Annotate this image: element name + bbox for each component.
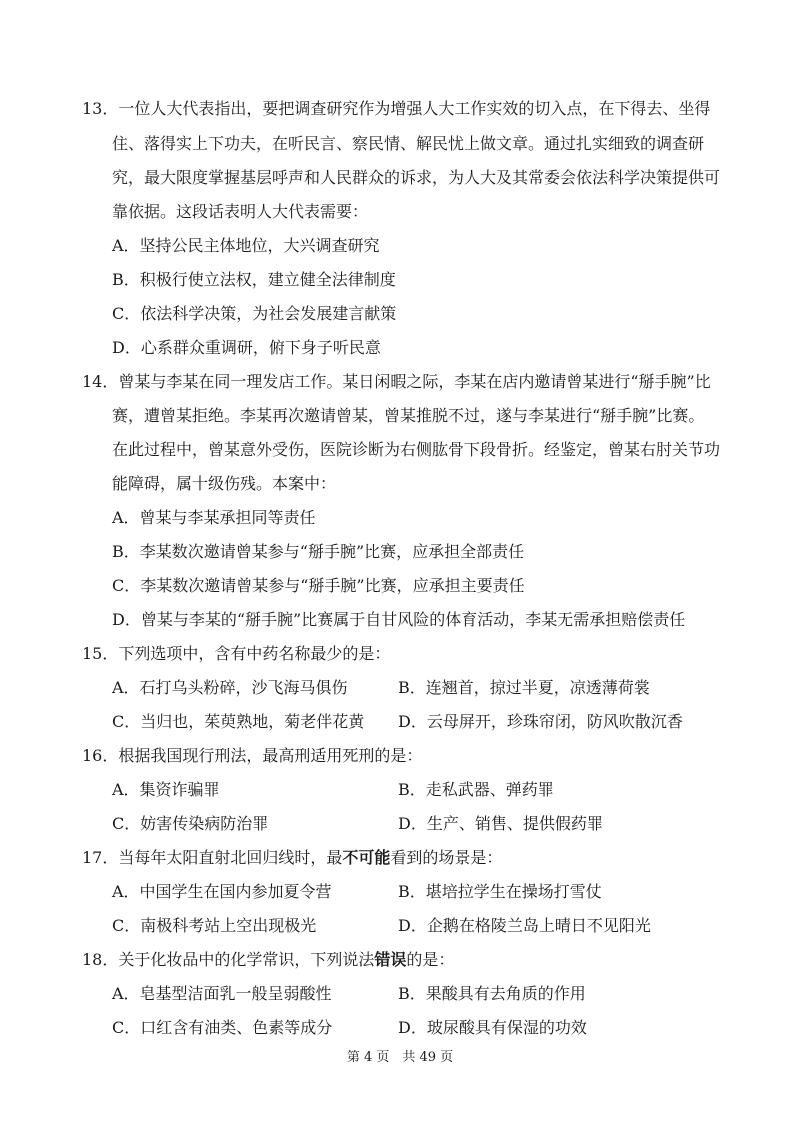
q16-number: 16．: [82, 746, 119, 765]
q14-stem-text: 曾某与李某在同一理发店工作。某日闲暇之际，李某在店内邀请曾某进行“掰手腕”比: [118, 372, 711, 391]
q18-stem-tail: 的是：: [406, 950, 455, 969]
q16-option-d: D．生产、销售、提供假药罪: [398, 814, 603, 833]
q14-line-1: [82, 371, 711, 393]
q15-option-a: A．石打乌头粉碎，沙飞海马俱伤: [112, 678, 348, 697]
q13-option-b: B．积极行使立法权，建立健全法律制度: [112, 270, 396, 289]
q15-number: 15．: [82, 644, 119, 663]
q16-option-b: B．走私武器、弹药罪: [398, 780, 554, 799]
q14-option-c: C．李某数次邀请曾某参与“掰手腕”比赛，应承担主要责任: [112, 576, 525, 595]
q13-line-2: 住、落得实上下功夫，在听民言、察民情、解民忧上做文章。通过扎实细致的调查研: [112, 134, 705, 153]
q17-number: 17．: [82, 848, 119, 867]
q14-option-a: A．曾某与李某承担同等责任: [112, 508, 316, 527]
q13-number: 13．: [82, 99, 119, 118]
q18-stem: [82, 949, 454, 971]
q17-option-a: A．中国学生在国内参加夏令营: [112, 882, 332, 901]
q16-option-c: C．妨害传染病防治罪: [112, 814, 269, 833]
q13-option-a: A．坚持公民主体地位，大兴调查研究: [112, 236, 380, 255]
q13-line-3: 究，最大限度掌握基层呼声和人民群众的诉求，为人大及其常委会依法科学决策提供可: [112, 168, 721, 187]
page-footer: 第 4 页 共 49 页: [346, 1050, 454, 1065]
q13-option-c: C．依法科学决策，为社会发展建言献策: [112, 304, 397, 323]
q14-number: 14．: [82, 372, 119, 391]
q14-line-2: 赛，遭曾某拒绝。李某再次邀请曾某，曾某推脱不过，遂与李某进行“掰手腕”比赛。: [112, 406, 705, 425]
q18-stem-text: 关于化妆品中的化学常识，下列说法: [118, 950, 375, 969]
q16-stem-text: 根据我国现行刑法，最高刑适用死刑的是：: [118, 746, 423, 765]
q15-option-c: C．当归也，茱萸熟地，菊老伴花黄: [112, 712, 365, 731]
q17-option-b: B．堪培拉学生在操场打雪仗: [398, 882, 602, 901]
q15-option-d: D．云母屏开，珍珠帘闭，防风吹散沉香: [398, 712, 683, 731]
q13-line-1: [82, 98, 710, 120]
q13-line-4: 靠依据。这段话表明人大代表需要：: [112, 202, 369, 221]
q17-option-d: D．企鹅在格陵兰岛上晴日不见阳光: [398, 916, 651, 935]
q18-option-a: A．皂基型洁面乳一般呈弱酸性: [112, 984, 332, 1003]
q17-stem: [82, 847, 502, 869]
q13-option-d: D．心系群众重调研，俯下身子听民意: [112, 338, 381, 357]
q16-option-a: A．集资诈骗罪: [112, 780, 220, 799]
q17-emphasis: 不可能: [342, 848, 391, 867]
q14-line-3: 在此过程中，曾某意外受伤，医院诊断为右侧肱骨下段骨折。经鉴定，曾某右肘关节功: [112, 440, 721, 459]
q18-option-d: D．玻尿酸具有保湿的功效: [398, 1018, 587, 1037]
q16-stem: [82, 745, 422, 767]
q14-option-d: D．曾某与李某的“掰手腕”比赛属于自甘风险的体育活动，李某无需承担赔偿责任: [112, 610, 686, 629]
q15-stem: [82, 643, 390, 665]
q17-stem-text: 当每年太阳直射北回归线时，最: [118, 848, 343, 867]
q18-option-b: B．果酸具有去角质的作用: [398, 984, 586, 1003]
q15-stem-text: 下列选项中，含有中药名称最少的是：: [118, 644, 391, 663]
q18-option-c: C．口红含有油类、色素等成分: [112, 1018, 333, 1037]
q17-stem-tail: 看到的场景是：: [390, 848, 503, 867]
q13-stem-text: 一位人大代表指出，要把调查研究作为增强人大工作实效的切入点，在下得去、坐得: [118, 99, 711, 118]
q14-option-b: B．李某数次邀请曾某参与“掰手腕”比赛，应承担全部责任: [112, 542, 525, 561]
q17-option-c: C．南极科考站上空出现极光: [112, 916, 317, 935]
q14-line-4: 能障碍，属十级伤残。本案中：: [112, 474, 337, 493]
q18-number: 18．: [82, 950, 119, 969]
q18-emphasis: 错误: [374, 950, 407, 969]
q15-option-b: B．连翘首，掠过半夏，凉透薄荷裳: [398, 678, 650, 697]
